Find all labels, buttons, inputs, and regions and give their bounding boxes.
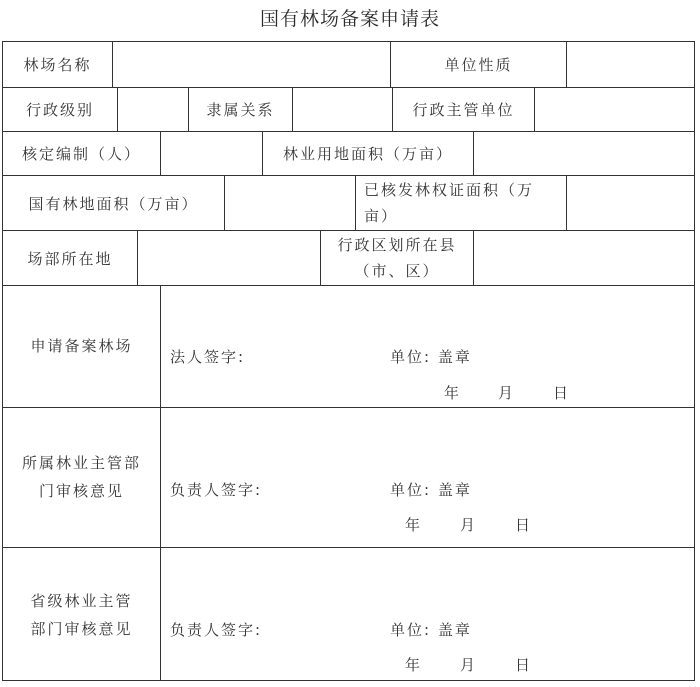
unit-nature-value[interactable] [567, 42, 694, 87]
county-label [321, 231, 473, 285]
farm-name-value[interactable] [113, 42, 390, 87]
certified-area-label-line2: 亩） [364, 207, 399, 225]
provincial-dept-date-day: 日 [515, 655, 533, 674]
forestry-dept-label [3, 448, 160, 506]
county-label-line2: （市、区） [354, 262, 440, 280]
admin-level-value[interactable] [118, 88, 188, 131]
staff-quota-value[interactable] [161, 132, 262, 175]
applicant-sign-label: 法人签字: [170, 347, 246, 366]
forestry-dept-date-day: 日 [515, 515, 533, 534]
state-forest-area-value[interactable] [225, 176, 355, 230]
forestry-dept-seal-label: 单位: 盖章 [390, 480, 472, 499]
farm-name-label: 林场名称 [23, 56, 92, 74]
forestry-dept-date-year: 年 [405, 515, 423, 534]
provincial-dept-label-line1: 省级林业主管 [30, 592, 133, 610]
affiliation-value[interactable] [293, 88, 392, 131]
forestry-dept-sign-label: 负责人签字: [170, 480, 263, 499]
provincial-dept-sign-label: 负责人签字: [170, 620, 263, 639]
admin-level-label: 行政级别 [25, 101, 94, 119]
form-title: 国有林场备案申请表 [259, 8, 440, 30]
certified-area-label [364, 176, 566, 230]
provincial-dept-label-line2: 部门审核意见 [30, 620, 133, 638]
forest-land-area-label: 林业用地面积（万亩） [282, 145, 453, 163]
provincial-dept-date-year: 年 [405, 655, 423, 674]
admin-supervisor-label: 行政主管单位 [412, 101, 515, 119]
county-label-line1: 行政区划所在县 [337, 236, 457, 254]
provincial-dept-label [3, 586, 160, 644]
row-divider [2, 547, 695, 548]
state-forest-area-label: 国有林地面积（万亩） [28, 194, 199, 213]
applicant-label: 申请备案林场 [30, 336, 133, 355]
provincial-dept-seal-label: 单位: 盖章 [390, 620, 472, 639]
forestry-dept-date-month: 月 [460, 515, 478, 534]
certified-area-value[interactable] [567, 176, 694, 230]
hq-location-value[interactable] [138, 231, 320, 285]
row-divider [2, 407, 695, 408]
forestry-dept-label-line1: 所属林业主管部 [21, 454, 141, 472]
applicant-seal-label: 单位: 盖章 [390, 347, 472, 366]
county-value[interactable] [474, 231, 694, 285]
col-divider [160, 285, 161, 681]
col-divider [355, 175, 356, 230]
provincial-dept-date-month: 月 [460, 655, 478, 674]
applicant-date-month: 月 [498, 383, 516, 402]
forest-land-area-value[interactable] [474, 132, 694, 175]
row-divider [2, 285, 695, 286]
admin-supervisor-value[interactable] [535, 88, 694, 131]
unit-nature-label: 单位性质 [444, 56, 513, 74]
applicant-date-year: 年 [444, 383, 462, 402]
staff-quota-label: 核定编制（人） [21, 145, 141, 163]
certified-area-label-line1: 已核发林权证面积（万 [364, 181, 535, 199]
hq-location-label: 场部所在地 [27, 249, 113, 268]
affiliation-label: 隶属关系 [206, 101, 275, 119]
applicant-date-day: 日 [553, 383, 571, 402]
forestry-dept-label-line2: 门审核意见 [38, 482, 124, 500]
